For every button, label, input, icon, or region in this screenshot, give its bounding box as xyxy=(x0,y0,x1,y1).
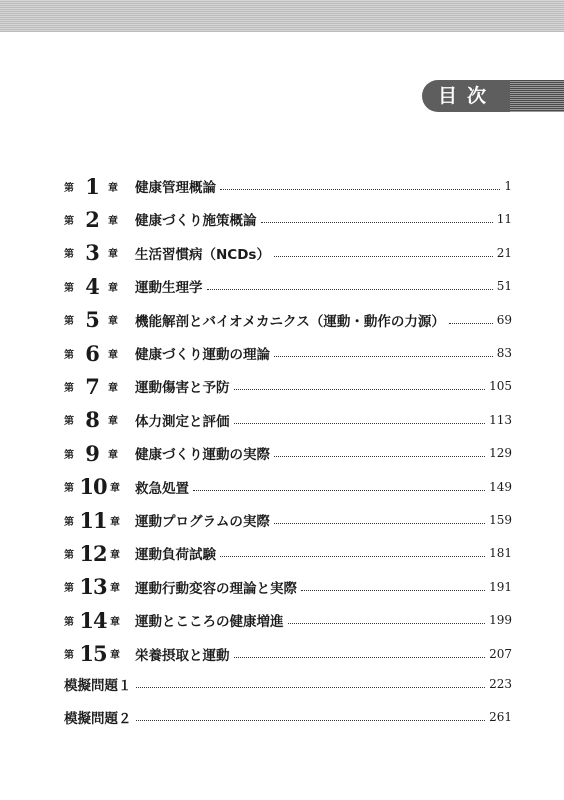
chapter-suffix: 章 xyxy=(108,416,118,428)
leader-dots xyxy=(234,422,486,424)
page-number: 1 xyxy=(504,179,512,193)
leader-dots xyxy=(193,489,485,491)
page-number: 199 xyxy=(489,613,512,628)
chapter-prefix: 第 xyxy=(64,650,74,662)
chapter-prefix: 第 xyxy=(64,282,74,294)
chapter-suffix: 章 xyxy=(110,650,120,662)
page-number: 181 xyxy=(489,546,512,561)
page-number: 159 xyxy=(489,513,512,527)
chapter-suffix: 章 xyxy=(108,282,118,294)
chapter-label xyxy=(64,474,134,499)
chapter-label xyxy=(64,541,134,566)
chapter-prefix: 第 xyxy=(64,583,74,595)
chapter-prefix: 第 xyxy=(64,349,74,361)
chapter-number: 2 xyxy=(85,206,99,232)
chapter-number: 1 xyxy=(85,173,99,199)
chapter-suffix: 章 xyxy=(110,483,120,495)
toc-entry-chapter-13[interactable] xyxy=(64,571,512,603)
chapter-label xyxy=(64,574,134,599)
chapter-suffix: 章 xyxy=(108,449,118,461)
toc-entry-chapter-7[interactable] xyxy=(64,370,512,402)
chapter-suffix: 章 xyxy=(108,316,118,328)
chapter-title: 運動とこころの健康増進 xyxy=(135,614,284,631)
chapter-suffix: 章 xyxy=(108,349,118,361)
chapter-title: 健康づくり運動の理論 xyxy=(135,347,270,363)
chapter-suffix: 章 xyxy=(108,249,118,261)
chapter-suffix: 章 xyxy=(110,583,120,595)
chapter-suffix: 章 xyxy=(110,516,120,528)
leader-dots xyxy=(220,555,485,557)
chapter-title: 健康づくり施策概論 xyxy=(135,213,257,230)
toc-entry-chapter-6[interactable] xyxy=(64,337,512,369)
chapter-title: 栄養摂取と運動 xyxy=(135,647,230,664)
chapter-label xyxy=(64,608,134,633)
page-number: 105 xyxy=(489,379,512,394)
chapter-prefix: 第 xyxy=(64,616,74,628)
chapter-title: 運動生理学 xyxy=(135,280,203,297)
chapter-label xyxy=(64,240,134,265)
chapter-number: 15 xyxy=(79,641,107,667)
chapter-number: 9 xyxy=(85,440,99,466)
chapter-title: 運動負荷試験 xyxy=(135,547,216,564)
chapter-title: 機能解剖とバイオメカニクス（運動・動作の力源） xyxy=(135,313,445,330)
leader-dots xyxy=(274,255,493,257)
page-number: 149 xyxy=(489,479,512,494)
title-stripes-decoration xyxy=(510,80,564,112)
chapter-number: 4 xyxy=(85,273,99,299)
chapter-title: 健康づくり運動の実際 xyxy=(135,447,270,464)
page-number: 261 xyxy=(489,710,512,725)
page-number: 21 xyxy=(496,245,512,260)
appendix-title: 模擬問題１ xyxy=(64,678,132,694)
chapter-title: 運動傷害と予防 xyxy=(135,380,230,397)
chapter-prefix: 第 xyxy=(64,516,74,528)
chapter-number: 13 xyxy=(79,574,107,600)
chapter-label xyxy=(64,374,134,399)
chapter-title: 体力測定と評価 xyxy=(135,413,230,430)
chapter-label xyxy=(64,341,134,366)
chapter-number: 3 xyxy=(85,240,99,266)
leader-dots xyxy=(261,221,493,223)
toc-entry-practice-exam-1[interactable] xyxy=(64,668,512,700)
chapter-prefix: 第 xyxy=(64,382,74,394)
leader-dots xyxy=(220,188,500,190)
chapter-title: 救急処置 xyxy=(135,480,189,497)
toc-entry-chapter-3[interactable] xyxy=(64,237,512,269)
chapter-label xyxy=(64,407,134,432)
chapter-prefix: 第 xyxy=(64,549,74,561)
toc-entry-chapter-5[interactable] xyxy=(64,304,512,336)
chapter-label xyxy=(64,207,134,232)
leader-dots xyxy=(449,322,493,324)
toc-entry-chapter-12[interactable] xyxy=(64,537,512,569)
appendix-title: 模擬問題２ xyxy=(64,711,132,728)
page-number: 207 xyxy=(489,646,512,661)
leader-dots xyxy=(274,355,493,357)
leader-dots xyxy=(288,622,486,624)
leader-dots xyxy=(136,686,486,688)
page-number: 223 xyxy=(489,677,512,691)
chapter-title: 運動プログラムの実際 xyxy=(135,514,270,530)
chapter-suffix: 章 xyxy=(108,382,118,394)
toc-entry-chapter-15[interactable] xyxy=(64,638,512,670)
toc-title-tab xyxy=(422,80,564,112)
leader-dots xyxy=(274,522,485,524)
chapter-title: 生活習慣病（NCDs） xyxy=(135,246,270,263)
page-number: 113 xyxy=(489,412,512,427)
leader-dots xyxy=(301,589,485,591)
chapter-label xyxy=(64,508,134,533)
leader-dots xyxy=(234,656,486,658)
chapter-prefix: 第 xyxy=(64,249,74,261)
page-number: 83 xyxy=(496,346,512,360)
chapter-prefix: 第 xyxy=(64,182,74,194)
toc-entry-practice-exam-2[interactable] xyxy=(64,701,512,733)
chapter-number: 12 xyxy=(79,540,107,566)
leader-dots xyxy=(136,719,486,721)
chapter-label xyxy=(64,641,134,666)
toc-entry-chapter-14[interactable] xyxy=(64,604,512,636)
chapter-number: 11 xyxy=(79,507,107,533)
toc-entry-chapter-4[interactable] xyxy=(64,270,512,302)
chapter-prefix: 第 xyxy=(64,416,74,428)
chapter-suffix: 章 xyxy=(108,215,118,227)
chapter-number: 7 xyxy=(85,373,99,399)
chapter-suffix: 章 xyxy=(108,182,118,194)
chapter-prefix: 第 xyxy=(64,483,74,495)
chapter-label xyxy=(64,441,134,466)
page-number: 129 xyxy=(489,446,512,461)
page-number: 11 xyxy=(496,212,512,227)
toc-entry-chapter-8[interactable] xyxy=(64,404,512,436)
toc-entry-chapter-10[interactable] xyxy=(64,471,512,503)
chapter-label xyxy=(64,274,134,299)
chapter-number: 10 xyxy=(79,474,107,500)
chapter-number: 8 xyxy=(85,407,99,433)
toc-entry-chapter-1[interactable] xyxy=(64,170,512,202)
page-title: 目次 xyxy=(422,80,514,112)
toc-entry-chapter-11[interactable] xyxy=(64,504,512,536)
toc-entry-chapter-9[interactable] xyxy=(64,437,512,469)
chapter-prefix: 第 xyxy=(64,449,74,461)
chapter-title: 運動行動変容の理論と実際 xyxy=(135,580,297,597)
chapter-number: 5 xyxy=(85,307,99,333)
page-number: 191 xyxy=(489,579,512,594)
chapter-title: 健康管理概論 xyxy=(135,180,216,196)
toc-entry-chapter-2[interactable] xyxy=(64,203,512,235)
page-number: 69 xyxy=(496,312,512,327)
leader-dots xyxy=(234,388,486,390)
chapter-number: 14 xyxy=(79,607,107,633)
page-number: 51 xyxy=(496,279,512,294)
chapter-label xyxy=(64,307,134,332)
top-decorative-band xyxy=(0,0,564,32)
chapter-suffix: 章 xyxy=(110,549,120,561)
chapter-label xyxy=(64,174,134,199)
chapter-suffix: 章 xyxy=(110,616,120,628)
chapter-number: 6 xyxy=(85,340,99,366)
leader-dots xyxy=(274,455,485,457)
chapter-prefix: 第 xyxy=(64,316,74,328)
leader-dots xyxy=(207,288,493,290)
chapter-prefix: 第 xyxy=(64,215,74,227)
